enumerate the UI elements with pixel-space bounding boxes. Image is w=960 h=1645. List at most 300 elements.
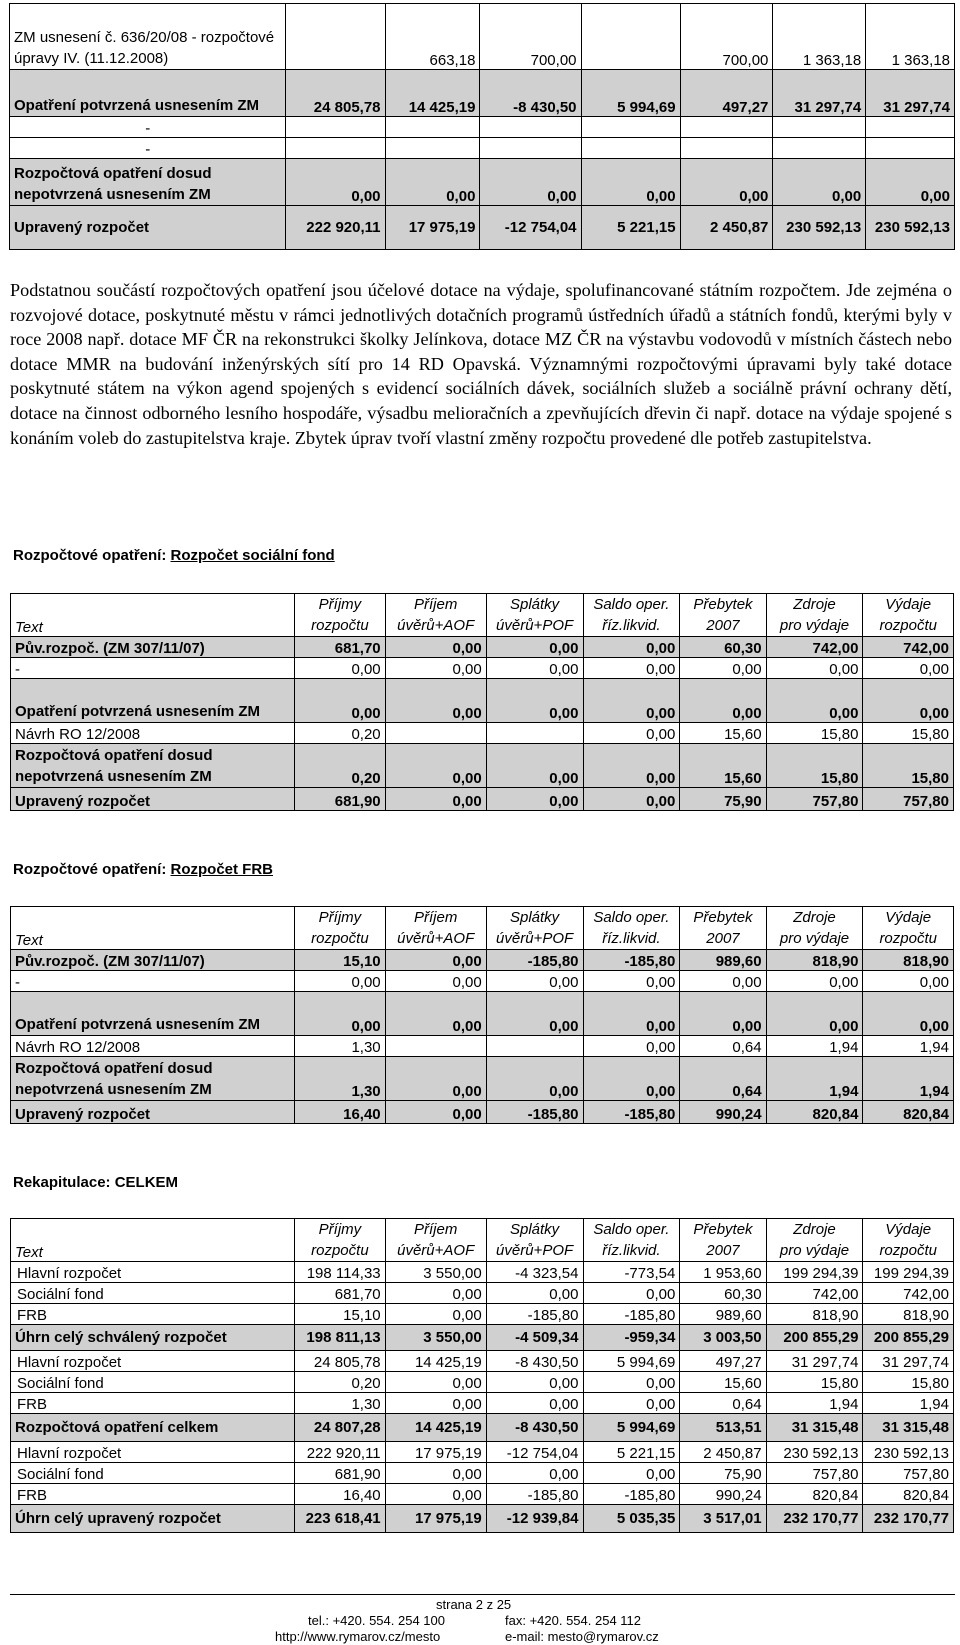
cell-value: 0,00 xyxy=(385,679,486,723)
table-cell xyxy=(680,594,766,637)
table-cell xyxy=(680,907,766,950)
cell-value xyxy=(486,1036,583,1057)
cell-value: 75,90 xyxy=(680,1463,766,1484)
table-cell xyxy=(863,907,954,950)
header-label: Splátky xyxy=(509,596,560,613)
table-cell xyxy=(295,1219,386,1262)
header-label: pro výdaje xyxy=(779,617,850,634)
header-label: úvěrů+POF xyxy=(496,617,574,634)
table-row xyxy=(10,138,955,159)
header-label: 2007 xyxy=(706,1242,740,1259)
cell-value: 14 425,19 xyxy=(385,70,480,117)
cell-value: 5 994,69 xyxy=(581,70,680,117)
table-cell xyxy=(385,594,486,637)
header-label: Příjmy xyxy=(318,1221,362,1238)
header-label: říz.likvid. xyxy=(602,1242,661,1259)
cell-value: 0,00 xyxy=(385,1057,486,1101)
header-label: Zdroje xyxy=(793,909,836,926)
header-label: Splátky xyxy=(509,909,560,926)
cell-value: 0,00 xyxy=(295,679,386,723)
table-cell xyxy=(295,594,386,637)
table-row xyxy=(11,637,954,658)
cell-value: 15,80 xyxy=(863,723,954,744)
cell-value: 230 592,13 xyxy=(766,1442,863,1463)
table-row xyxy=(11,744,954,788)
cell-value: -185,80 xyxy=(486,950,583,971)
cell-value: 1,94 xyxy=(766,1057,863,1101)
row-label: FRB xyxy=(11,1393,295,1414)
cell-value: 15,60 xyxy=(680,723,766,744)
cell-value: 3 517,01 xyxy=(680,1505,766,1533)
table-cell: - xyxy=(10,117,286,138)
cell-value: 0,00 xyxy=(385,992,486,1036)
row-label: Rozpočtová opatření celkem xyxy=(11,1414,295,1442)
cell-value: 198 114,33 xyxy=(295,1262,386,1283)
cell-value: -4 323,54 xyxy=(486,1262,583,1283)
table-cell: Pův.rozpoč. (ZM 307/11/07) xyxy=(11,950,295,971)
cell-value: 0,00 xyxy=(295,971,386,992)
table-row xyxy=(10,159,955,206)
table-cell: Opatření potvrzená usnesením ZM xyxy=(11,992,295,1036)
table-cell xyxy=(766,594,863,637)
header-label: Splátky xyxy=(509,1221,560,1238)
cell-value: 0,00 xyxy=(385,637,486,658)
cell-value: 0,00 xyxy=(486,788,583,811)
header-label: rozpočtu xyxy=(311,617,369,634)
cell-value: 1,94 xyxy=(766,1036,863,1057)
total-row xyxy=(11,1325,954,1351)
cell-value: 31 315,48 xyxy=(863,1414,954,1442)
cell-value: 17 975,19 xyxy=(385,1442,486,1463)
cell-value: 0,64 xyxy=(680,1057,766,1101)
header-row xyxy=(11,1219,954,1262)
cell-value: 0,00 xyxy=(866,159,955,206)
table-row xyxy=(11,971,954,992)
cell-value: 0,00 xyxy=(385,788,486,811)
cell-value: 198 811,13 xyxy=(295,1325,386,1351)
header-label: říz.likvid. xyxy=(602,617,661,634)
table-cell: Rozpočtová opatření dosud nepotvrzená usnesením ZM xyxy=(11,1057,295,1101)
social-fund-table xyxy=(10,593,954,811)
cell-value: 742,00 xyxy=(863,1283,954,1304)
cell-value: 700,00 xyxy=(480,4,581,70)
cell-value: 17 975,19 xyxy=(385,206,480,250)
cell-value: 742,00 xyxy=(766,637,863,658)
cell-value: 513,51 xyxy=(680,1414,766,1442)
cell-value: 222 920,11 xyxy=(286,206,385,250)
header-label: Přebytek xyxy=(693,909,753,926)
cell-value: 0,00 xyxy=(581,159,680,206)
table-cell xyxy=(581,117,680,138)
cell-value: -4 509,34 xyxy=(486,1325,583,1351)
cell-value: -185,80 xyxy=(486,1101,583,1124)
table-cell: Rozpočtová opatření dosud nepotvrzená usnesením ZM xyxy=(10,159,286,206)
cell-value: 0,00 xyxy=(486,1393,583,1414)
cell-value: 31 297,74 xyxy=(866,70,955,117)
table-cell xyxy=(583,1219,680,1262)
table-row xyxy=(10,70,955,117)
cell-value: 818,90 xyxy=(863,950,954,971)
cell-value: 681,70 xyxy=(295,637,386,658)
table-row xyxy=(11,1304,954,1325)
cell-value: 16,40 xyxy=(295,1101,386,1124)
header-label: úvěrů+POF xyxy=(496,930,574,947)
table-cell xyxy=(385,117,480,138)
header-label: Přebytek xyxy=(693,596,753,613)
cell-value: 0,00 xyxy=(486,1283,583,1304)
table-row xyxy=(11,1372,954,1393)
cell-value: 757,80 xyxy=(766,788,863,811)
cell-value: 24 807,28 xyxy=(295,1414,386,1442)
cell-value xyxy=(581,4,680,70)
cell-value: 200 855,29 xyxy=(863,1325,954,1351)
header-label: Rozpočtové opatření: xyxy=(13,547,167,564)
cell-value: 0,64 xyxy=(680,1036,766,1057)
cell-value xyxy=(286,4,385,70)
table-cell xyxy=(773,138,866,159)
cell-value: 0,00 xyxy=(385,1283,486,1304)
cell-value: 0,00 xyxy=(680,658,766,679)
cell-value: 0,00 xyxy=(680,992,766,1036)
header-label: Saldo oper. xyxy=(593,909,670,926)
table-cell: Rozpočtová opatření dosud nepotvrzená usnesením ZM xyxy=(11,744,295,788)
top-budget-table xyxy=(9,3,955,250)
cell-value: 757,80 xyxy=(766,1463,863,1484)
cell-value: -185,80 xyxy=(486,1484,583,1505)
table-cell xyxy=(680,1219,766,1262)
cell-value: 820,84 xyxy=(863,1101,954,1124)
cell-value: 1,94 xyxy=(766,1393,863,1414)
cell-value: 1 363,18 xyxy=(866,4,955,70)
cell-value: 0,00 xyxy=(385,971,486,992)
cell-value xyxy=(385,723,486,744)
cell-value xyxy=(486,723,583,744)
cell-value: 230 592,13 xyxy=(866,206,955,250)
table-cell xyxy=(286,117,385,138)
header-label: 2007 xyxy=(706,930,740,947)
cell-value: 1 363,18 xyxy=(773,4,866,70)
cell-value: 0,00 xyxy=(583,744,680,788)
header-label: pro výdaje xyxy=(779,930,850,947)
cell-value: 230 592,13 xyxy=(863,1442,954,1463)
header-label: Výdaje xyxy=(885,596,932,613)
table-cell: Upravený rozpočet xyxy=(10,206,286,250)
table-cell: Text xyxy=(11,594,295,637)
header-label: Příjem xyxy=(414,1221,458,1238)
cell-value: 1,30 xyxy=(295,1057,386,1101)
header-label: Saldo oper. xyxy=(593,596,670,613)
table-cell xyxy=(385,138,480,159)
table-cell xyxy=(486,594,583,637)
header-label: Rozpočet sociální fond xyxy=(170,547,335,564)
header-label: Přebytek xyxy=(693,1221,753,1238)
table-cell xyxy=(385,907,486,950)
cell-value: 232 170,77 xyxy=(766,1505,863,1533)
table-cell xyxy=(680,117,773,138)
cell-value: 230 592,13 xyxy=(773,206,866,250)
row-label: Sociální fond xyxy=(11,1463,295,1484)
cell-value: 31 297,74 xyxy=(773,70,866,117)
footer-phone: tel.: +420. 554. 254 100 xyxy=(308,1613,445,1628)
header-label: Zdroje xyxy=(793,596,836,613)
cell-value: 15,80 xyxy=(863,1372,954,1393)
table-row xyxy=(11,1057,954,1101)
cell-value: 2 450,87 xyxy=(680,206,773,250)
cell-value: -185,80 xyxy=(583,1101,680,1124)
cell-value: 0,00 xyxy=(863,971,954,992)
cell-value: 0,00 xyxy=(583,1463,680,1484)
cell-value: 0,00 xyxy=(295,658,386,679)
row-label: FRB xyxy=(11,1304,295,1325)
cell-value: 757,80 xyxy=(863,1463,954,1484)
header-label: úvěrů+AOF xyxy=(397,930,475,947)
table-cell: Opatření potvrzená usnesením ZM xyxy=(11,679,295,723)
table-row xyxy=(11,1283,954,1304)
cell-value: 2 450,87 xyxy=(680,1442,766,1463)
cell-value: 681,70 xyxy=(295,1283,386,1304)
cell-value: 0,00 xyxy=(286,159,385,206)
cell-value: 989,60 xyxy=(680,1304,766,1325)
cell-value: 0,00 xyxy=(680,159,773,206)
cell-value: 0,00 xyxy=(486,637,583,658)
table-row xyxy=(11,1393,954,1414)
cell-value: 31 315,48 xyxy=(766,1414,863,1442)
table-row xyxy=(11,1442,954,1463)
header-label: Příjmy xyxy=(318,596,362,613)
cell-value: 820,84 xyxy=(863,1484,954,1505)
table-row xyxy=(11,1463,954,1484)
table-cell: Text xyxy=(11,907,295,950)
cell-value: 15,10 xyxy=(295,950,386,971)
cell-value: 0,00 xyxy=(385,1101,486,1124)
cell-value: 820,84 xyxy=(766,1484,863,1505)
cell-value: 0,00 xyxy=(583,679,680,723)
header-label: úvěrů+POF xyxy=(496,1242,574,1259)
cell-value: 15,60 xyxy=(680,1372,766,1393)
cell-value: 742,00 xyxy=(863,637,954,658)
cell-value: 200 855,29 xyxy=(766,1325,863,1351)
table-row xyxy=(10,206,955,250)
cell-value: 15,80 xyxy=(863,744,954,788)
cell-value: 3 550,00 xyxy=(385,1262,486,1283)
cell-value: -12 754,04 xyxy=(486,1442,583,1463)
row-label: Sociální fond xyxy=(11,1372,295,1393)
cell-value: 232 170,77 xyxy=(863,1505,954,1533)
cell-value: 5 221,15 xyxy=(581,206,680,250)
cell-value: 75,90 xyxy=(680,788,766,811)
cell-value: 16,40 xyxy=(295,1484,386,1505)
cell-value: 0,00 xyxy=(583,788,680,811)
cell-value: 17 975,19 xyxy=(385,1505,486,1533)
cell-value: 0,00 xyxy=(863,992,954,1036)
cell-value: 0,00 xyxy=(583,971,680,992)
section-title-recap: Rekapitulace: CELKEM xyxy=(13,1174,179,1191)
cell-value: 0,00 xyxy=(385,159,480,206)
cell-value: -773,54 xyxy=(583,1262,680,1283)
table-cell: Pův.rozpoč. (ZM 307/11/07) xyxy=(11,637,295,658)
cell-value: 3 003,50 xyxy=(680,1325,766,1351)
cell-value: 0,64 xyxy=(680,1393,766,1414)
cell-value: 820,84 xyxy=(766,1101,863,1124)
cell-value: 0,00 xyxy=(583,637,680,658)
cell-value: 0,00 xyxy=(385,950,486,971)
table-cell xyxy=(295,907,386,950)
row-label: Úhrn celý upravený rozpočet xyxy=(11,1505,295,1533)
cell-value: 742,00 xyxy=(766,1283,863,1304)
cell-value: 990,24 xyxy=(680,1484,766,1505)
table-cell: Návrh RO 12/2008 xyxy=(11,723,295,744)
table-cell xyxy=(863,1219,954,1262)
cell-value: 0,00 xyxy=(863,679,954,723)
cell-value: 24 805,78 xyxy=(286,70,385,117)
table-cell: Návrh RO 12/2008 xyxy=(11,1036,295,1057)
frb-table xyxy=(10,906,954,1124)
cell-value: 0,00 xyxy=(385,1463,486,1484)
cell-value: 0,00 xyxy=(680,679,766,723)
cell-value: 0,00 xyxy=(583,1036,680,1057)
table-cell xyxy=(583,907,680,950)
header-label: Saldo oper. xyxy=(593,1221,670,1238)
cell-value: 0,00 xyxy=(583,723,680,744)
table-cell xyxy=(766,1219,863,1262)
cell-value: 0,00 xyxy=(766,992,863,1036)
cell-value: 0,00 xyxy=(486,744,583,788)
header-label: Rozpočtové opatření: xyxy=(13,861,167,878)
cell-value: -12 754,04 xyxy=(480,206,581,250)
cell-value: 5 994,69 xyxy=(583,1351,680,1372)
recap-table xyxy=(10,1218,954,1533)
table-row xyxy=(10,4,955,70)
cell-value: 15,60 xyxy=(680,744,766,788)
body-paragraph: Podstatnou součástí rozpočtových opatření jsou účelové dotace na výdaje, spolufinancované státním rozpočtem. Jde zejména o rozvojové dotace, poskytnuté městu v rámci jednotlivých dotačních programů ústředních úřadů a státních fondů, kterými byly v roce 2008 např. dotace MF ČR na rekonstrukci školky Jelínkova, dotace MZ ČR na výstavbu vodovodů v místních částech nebo dotace MMR na budování inženýrských sítí pro 14 RD Opavská. Významnými rozpočtovými úpravami byly také dotace poskytnuté státem na výkon agend spojených s evidencí sociálních dávek, sociálních služeb a sociálně právní ochrany dětí, dotace na činnost odborného lesního hospodáře, výsadbu melioračních a zpevňujících dřevin či např. dotace na výdaje spojené s konáním voleb do zastupitelstva kraje. Zbytek úprav tvoří vlastní změny rozpočtu provedené dle potřeb zastupitelstva. xyxy=(10,280,952,448)
cell-value: -185,80 xyxy=(583,950,680,971)
total-row xyxy=(11,1505,954,1533)
cell-value: -8 430,50 xyxy=(486,1414,583,1442)
cell-value: 0,00 xyxy=(486,658,583,679)
cell-value: -185,80 xyxy=(486,1304,583,1325)
table-row xyxy=(11,1036,954,1057)
cell-value: 0,00 xyxy=(680,971,766,992)
total-row xyxy=(11,1414,954,1442)
table-cell xyxy=(866,117,955,138)
table-cell xyxy=(773,117,866,138)
cell-value: 1,30 xyxy=(295,1036,386,1057)
row-label: Úhrn celý schválený rozpočet xyxy=(11,1325,295,1351)
cell-value: 0,00 xyxy=(385,658,486,679)
cell-value: 0,00 xyxy=(480,159,581,206)
table-row xyxy=(11,1351,954,1372)
cell-value: 818,90 xyxy=(863,1304,954,1325)
cell-value: 0,00 xyxy=(583,1057,680,1101)
cell-value: 1,94 xyxy=(863,1057,954,1101)
row-label: ZM usnesení č. 636/20/08 - rozpočtové úpravy IV. (11.12.2008) xyxy=(10,4,286,70)
cell-value: 15,80 xyxy=(766,723,863,744)
cell-value: 0,00 xyxy=(385,1393,486,1414)
cell-value: -12 939,84 xyxy=(486,1505,583,1533)
table-cell xyxy=(863,594,954,637)
cell-value: 24 805,78 xyxy=(295,1351,386,1372)
cell-value: -959,34 xyxy=(583,1325,680,1351)
cell-value: 663,18 xyxy=(385,4,480,70)
cell-value: 700,00 xyxy=(680,4,773,70)
footer-web-link[interactable]: http://www.rymarov.cz/mesto xyxy=(275,1629,441,1644)
cell-value: 0,00 xyxy=(583,992,680,1036)
footer-fax: fax: +420. 554. 254 112 xyxy=(505,1613,642,1628)
cell-value xyxy=(385,1036,486,1057)
table-row xyxy=(11,658,954,679)
table-row xyxy=(11,788,954,811)
cell-value: 0,00 xyxy=(766,679,863,723)
cell-value: 1,94 xyxy=(863,1393,954,1414)
table-row xyxy=(11,723,954,744)
cell-value: 1,30 xyxy=(295,1393,386,1414)
header-label: pro výdaje xyxy=(779,1242,850,1259)
cell-value: -185,80 xyxy=(583,1484,680,1505)
cell-value: 0,00 xyxy=(583,1283,680,1304)
footer-email[interactable]: e-mail: mesto@rymarov.cz xyxy=(505,1629,659,1644)
cell-value: 0,20 xyxy=(295,744,386,788)
cell-value: 757,80 xyxy=(863,788,954,811)
cell-value: 681,90 xyxy=(295,1463,386,1484)
cell-value: 14 425,19 xyxy=(385,1414,486,1442)
cell-value: 990,24 xyxy=(680,1101,766,1124)
header-label: Příjem xyxy=(414,596,458,613)
cell-value: 60,30 xyxy=(680,637,766,658)
table-row xyxy=(11,1484,954,1505)
table-cell: Upravený rozpočet xyxy=(11,788,295,811)
table-cell: Opatření potvrzená usnesením ZM xyxy=(10,70,286,117)
cell-value: 199 294,39 xyxy=(766,1262,863,1283)
header-label: 2007 xyxy=(706,617,740,634)
table-row xyxy=(11,679,954,723)
section-title-social-fund xyxy=(13,547,335,564)
cell-value: 0,00 xyxy=(486,971,583,992)
cell-value: 15,80 xyxy=(766,744,863,788)
cell-value: 0,00 xyxy=(385,1304,486,1325)
header-label: rozpočtu xyxy=(879,930,937,947)
cell-value: 0,00 xyxy=(583,658,680,679)
header-label: rozpočtu xyxy=(879,1242,937,1259)
header-label: úvěrů+AOF xyxy=(397,1242,475,1259)
row-label: Hlavní rozpočet xyxy=(11,1351,295,1372)
cell-value: 223 618,41 xyxy=(295,1505,386,1533)
cell-value: 0,20 xyxy=(295,723,386,744)
table-row xyxy=(11,992,954,1036)
header-label: Rozpočet FRB xyxy=(170,861,274,878)
cell-value: 31 297,74 xyxy=(863,1351,954,1372)
cell-value: 222 920,11 xyxy=(295,1442,386,1463)
cell-value: -8 430,50 xyxy=(480,70,581,117)
header-label: Příjem xyxy=(414,909,458,926)
cell-value: 0,00 xyxy=(863,658,954,679)
row-label: FRB xyxy=(11,1484,295,1505)
footer-divider xyxy=(10,1594,955,1595)
cell-value: 5 035,35 xyxy=(583,1505,680,1533)
cell-value: 0,00 xyxy=(773,159,866,206)
cell-value: 0,20 xyxy=(295,1372,386,1393)
table-cell xyxy=(680,138,773,159)
header-row xyxy=(11,907,954,950)
cell-value: 497,27 xyxy=(680,70,773,117)
table-cell xyxy=(866,138,955,159)
header-label: rozpočtu xyxy=(311,930,369,947)
cell-value: 0,00 xyxy=(766,658,863,679)
cell-value: -185,80 xyxy=(583,1304,680,1325)
table-cell: - xyxy=(11,658,295,679)
header-row xyxy=(11,594,954,637)
table-row xyxy=(11,1262,954,1283)
cell-value: 0,00 xyxy=(385,1372,486,1393)
